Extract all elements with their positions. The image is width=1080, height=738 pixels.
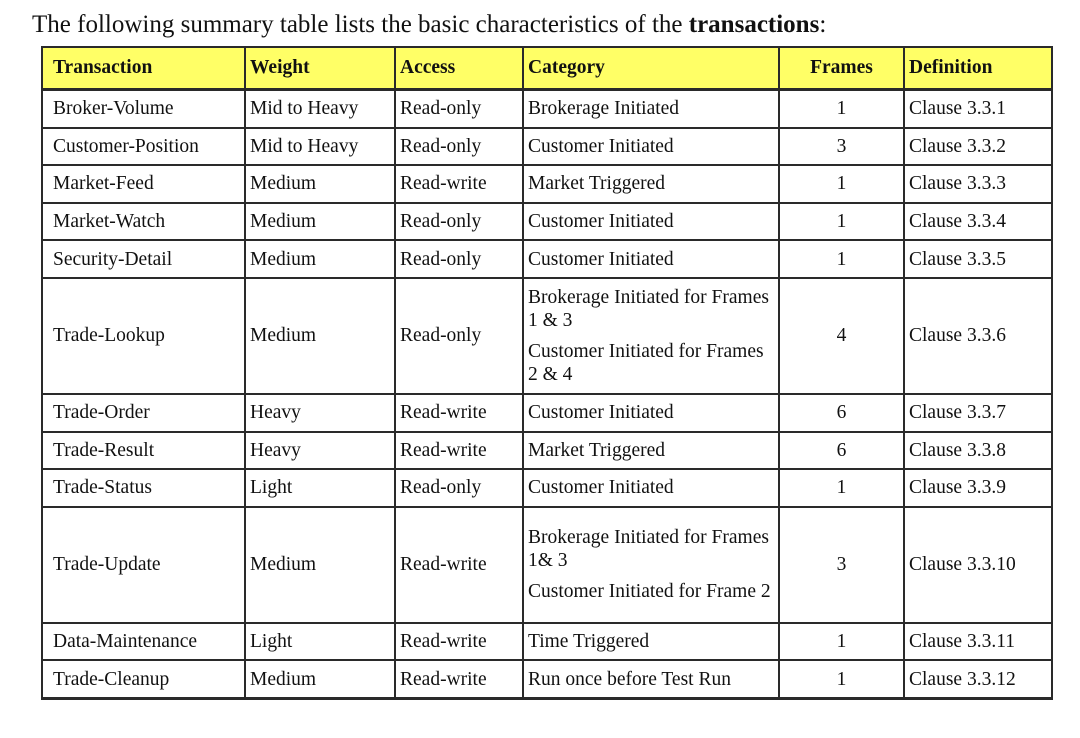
cell-access: Read-only (395, 203, 523, 241)
cell-transaction: Market-Feed (42, 165, 245, 203)
cell-category (523, 165, 779, 203)
cell-frames: 1 (779, 165, 904, 203)
cell-transaction: Data-Maintenance (42, 623, 245, 661)
category-line: Brokerage Initiated (528, 98, 680, 120)
category-line: Market Triggered (528, 439, 666, 461)
cell-frames: 6 (779, 432, 904, 470)
category-line: Customer Initiated for Frame 2 (528, 581, 771, 603)
cell-category (523, 278, 779, 394)
cell-weight: Medium (245, 240, 395, 278)
cell-access: Read-write (395, 507, 523, 623)
cell-transaction: Trade-Cleanup (42, 660, 245, 698)
table-row (42, 394, 1052, 432)
header-transaction: Transaction (42, 47, 245, 90)
cell-category (523, 660, 779, 698)
cell-transaction: Customer-Position (42, 128, 245, 166)
cell-frames: 1 (779, 240, 904, 278)
cell-weight: Medium (245, 507, 395, 623)
category-line: Customer Initiated (528, 211, 674, 233)
cell-weight: Medium (245, 278, 395, 394)
category-line: Brokerage Initiated for Frames 1 & 3 (528, 286, 769, 331)
table-body (42, 90, 1052, 699)
cell-category (523, 432, 779, 470)
cell-weight: Light (245, 623, 395, 661)
cell-transaction: Trade-Result (42, 432, 245, 470)
cell-definition: Clause 3.3.11 (904, 623, 1052, 661)
cell-access: Read-write (395, 660, 523, 698)
category-line: Time Triggered (528, 631, 650, 653)
table-header-row (42, 47, 1052, 90)
cell-weight: Light (245, 469, 395, 507)
cell-access: Read-only (395, 469, 523, 507)
cell-weight: Mid to Heavy (245, 128, 395, 166)
table-row (42, 507, 1052, 623)
cell-access: Read-only (395, 278, 523, 394)
cell-weight: Medium (245, 165, 395, 203)
cell-weight: Mid to Heavy (245, 90, 395, 128)
header-frames: Frames (779, 47, 904, 90)
cell-weight: Medium (245, 660, 395, 698)
cell-transaction: Market-Watch (42, 203, 245, 241)
cell-category (523, 623, 779, 661)
cell-frames: 3 (779, 128, 904, 166)
cell-definition: Clause 3.3.5 (904, 240, 1052, 278)
cell-frames: 4 (779, 278, 904, 394)
category-line: Customer Initiated (528, 135, 674, 157)
header-definition: Definition (904, 47, 1052, 90)
cell-frames: 1 (779, 203, 904, 241)
cell-weight: Heavy (245, 432, 395, 470)
cell-category (523, 507, 779, 623)
intro-colon: : (819, 11, 827, 38)
category-line: Market Triggered (528, 173, 666, 195)
cell-definition: Clause 3.3.9 (904, 469, 1052, 507)
cell-transaction: Security-Detail (42, 240, 245, 278)
transactions-summary-table (41, 46, 1053, 700)
header-access: Access (395, 47, 523, 90)
cell-definition: Clause 3.3.1 (904, 90, 1052, 128)
cell-transaction: Trade-Update (42, 507, 245, 623)
category-line: Customer Initiated (528, 248, 674, 270)
cell-category (523, 240, 779, 278)
intro-sentence (32, 8, 826, 42)
cell-transaction: Broker-Volume (42, 90, 245, 128)
cell-definition: Clause 3.3.6 (904, 278, 1052, 394)
cell-frames: 1 (779, 469, 904, 507)
cell-weight: Heavy (245, 394, 395, 432)
category-line: Customer Initiated (528, 477, 674, 499)
table-row (42, 165, 1052, 203)
table-row (42, 623, 1052, 661)
cell-category (523, 128, 779, 166)
table-row (42, 203, 1052, 241)
category-line: Run once before Test Run (528, 668, 731, 690)
cell-category (523, 90, 779, 128)
header-category: Category (523, 47, 779, 90)
cell-definition: Clause 3.3.12 (904, 660, 1052, 698)
cell-access: Read-write (395, 623, 523, 661)
table-row (42, 660, 1052, 698)
cell-access: Read-write (395, 432, 523, 470)
cell-definition: Clause 3.3.4 (904, 203, 1052, 241)
category-line: Brokerage Initiated for Frames 1& 3 (528, 527, 769, 572)
cell-category (523, 203, 779, 241)
cell-category (523, 394, 779, 432)
cell-definition: Clause 3.3.10 (904, 507, 1052, 623)
cell-access: Read-write (395, 394, 523, 432)
cell-definition: Clause 3.3.8 (904, 432, 1052, 470)
table-row (42, 469, 1052, 507)
table-row (42, 240, 1052, 278)
table-row (42, 432, 1052, 470)
cell-frames: 1 (779, 90, 904, 128)
cell-frames: 3 (779, 507, 904, 623)
cell-access: Read-write (395, 165, 523, 203)
cell-transaction: Trade-Lookup (42, 278, 245, 394)
cell-definition: Clause 3.3.2 (904, 128, 1052, 166)
table-row (42, 128, 1052, 166)
cell-access: Read-only (395, 90, 523, 128)
category-line: Customer Initiated for Frames 2 & 4 (528, 340, 764, 385)
intro-bold-term: transactions (688, 11, 820, 38)
cell-definition: Clause 3.3.3 (904, 165, 1052, 203)
cell-access: Read-only (395, 128, 523, 166)
table-row (42, 278, 1052, 394)
cell-access: Read-only (395, 240, 523, 278)
cell-frames: 1 (779, 623, 904, 661)
cell-category (523, 469, 779, 507)
cell-frames: 6 (779, 394, 904, 432)
category-line: Customer Initiated (528, 402, 674, 424)
table-row (42, 90, 1052, 128)
cell-definition: Clause 3.3.7 (904, 394, 1052, 432)
intro-text: The following summary table lists the basic characteristics of the (32, 11, 689, 38)
header-weight: Weight (245, 47, 395, 90)
cell-transaction: Trade-Order (42, 394, 245, 432)
cell-weight: Medium (245, 203, 395, 241)
cell-frames: 1 (779, 660, 904, 698)
cell-transaction: Trade-Status (42, 469, 245, 507)
